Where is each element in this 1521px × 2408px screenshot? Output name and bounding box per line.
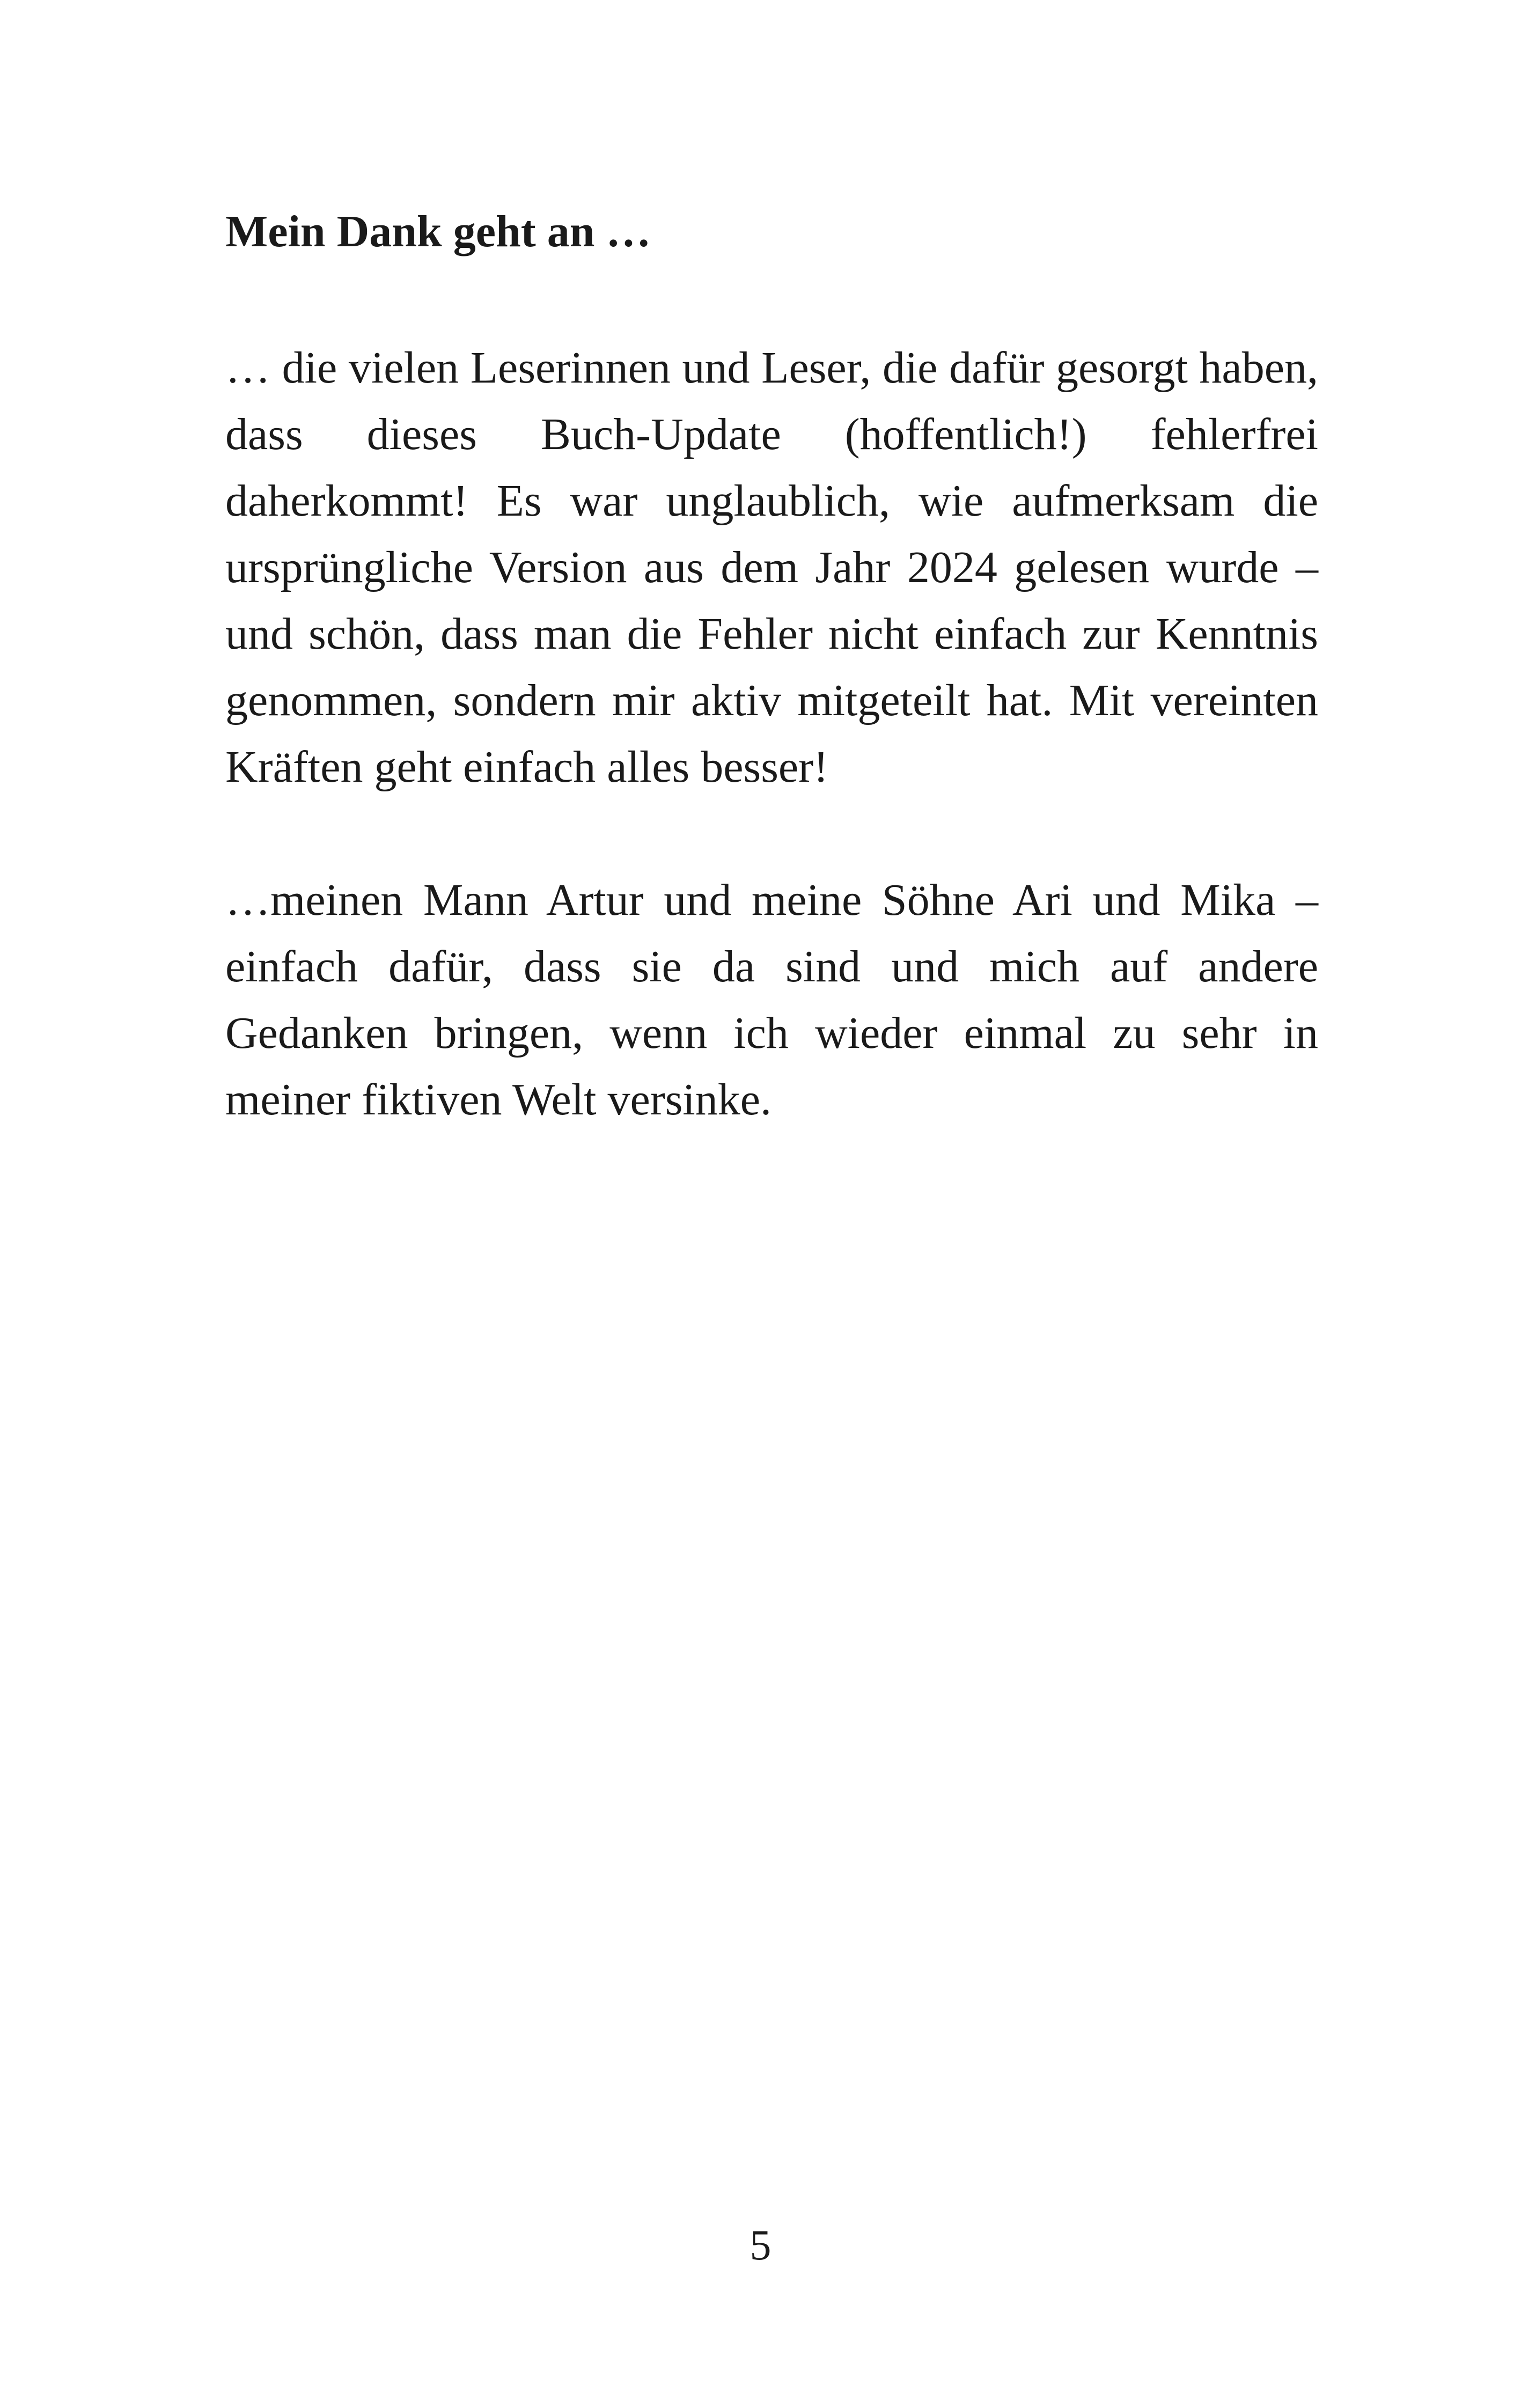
page-content [225, 199, 1318, 1133]
acknowledgement-paragraph-readers: … die vielen Leserinnen und Leser, die dafür gesorgt haben, dass dieses Buch-Update (hoffentlich!) fehlerfrei daherkommt! Es war unglaublich, wie aufmerksam die ursprüngliche Version aus dem Jahr 2024 gelesen wurde – und schön, dass man die Fehler nicht einfach zur Kenntnis genommen, sondern mir aktiv mitgeteilt hat. Mit vereinten Kräften geht einfach alles besser! [225, 343, 1318, 792]
page-number: 5 [750, 2222, 771, 2269]
acknowledgement-paragraph-family: …meinen Mann Artur und meine Söhne Ari und Mika – einfach dafür, dass sie da sind und mich auf andere Gedanken bringen, wenn ich wieder einmal zu sehr in meiner fiktiven Welt versinke. [225, 875, 1318, 1125]
acknowledgements-heading: Mein Dank geht an … [225, 207, 651, 256]
